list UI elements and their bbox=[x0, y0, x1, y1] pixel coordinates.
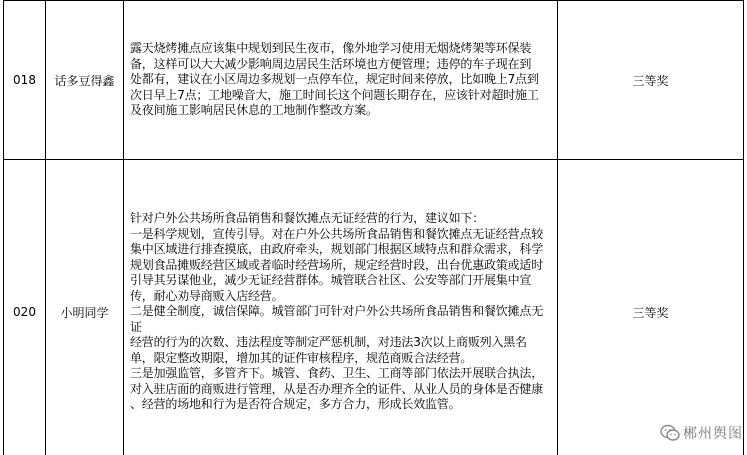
content-line: 三是加强监管，多管齐下。城管、食药、卫生、工商等部门依法开展联合执法， bbox=[130, 366, 544, 381]
author-name: 话多豆得鑫 bbox=[46, 1, 124, 160]
content-line: 引导其另谋他业，减少无证经营群体。城管联合社区、公安等部门开展集中宣 bbox=[130, 273, 532, 288]
content-line: 一是科学规划，宣传引导。对在户外公共场所食品销售和餐饮摊点无证经营点较 bbox=[130, 226, 544, 241]
content-line: 单，限定整改期限，增加其的证件审核程序，规范商贩合法经营。 bbox=[130, 350, 473, 365]
watermark bbox=[660, 423, 743, 443]
entry-id: 020 bbox=[4, 160, 46, 455]
table-row bbox=[4, 160, 744, 455]
watermark-text: 郴州舆图 bbox=[683, 426, 743, 442]
suggestion-content bbox=[124, 160, 558, 455]
content-line: 规划食品摊贩经营区域或者临时经营场所，规定经营时段，出台优惠政策或适时 bbox=[130, 257, 544, 272]
content-line: 经营的行为的次数、违法程度等制定严惩机制，对违法3次以上商贩列入黑名 bbox=[130, 335, 527, 350]
entry-id: 018 bbox=[4, 1, 46, 160]
content-line: 露天烧烤摊点应该集中规划到民生夜市，像外地学习使用无烟烧烤架等环保装 bbox=[130, 41, 532, 56]
award-level: 三等奖 bbox=[558, 160, 744, 455]
content-line: 针对户外公共场所食品销售和餐饮摊点无证经营的行为，建议如下： bbox=[130, 211, 485, 226]
content-line: 及夜间施工影响居民休息的工地制作整改方案。 bbox=[130, 103, 378, 118]
content-line: 、经营的场地和行为是否符合规定，多方合力，形成长效监管。 bbox=[130, 397, 461, 412]
content-line: 次日早上7点；工地噪音大，施工时间长这个问题长期存在，应该针对超时施工 bbox=[130, 87, 539, 102]
suggestion-content bbox=[124, 1, 558, 160]
content-line: 集中区域进行排查摸底，由政府牵头，规划部门根据区域特点和群众需求，科学 bbox=[130, 242, 544, 257]
content-line: 备，这样可以大大减少影响周边居民生活环境也方便管理；违停的车子现在到 bbox=[130, 56, 532, 71]
content-line: 二是健全制度，诚信保障。城管部门可针对户外公共场所食品销售和餐饮摊点无证 bbox=[130, 304, 544, 334]
content-line: 处都有，建议在小区周边多规划一点停车位，规定时间来停放，比如晚上7点到 bbox=[130, 72, 539, 87]
content-line: 传，耐心劝导商贩入店经营。 bbox=[130, 288, 284, 303]
author-name: 小明同学 bbox=[46, 160, 124, 455]
table-row bbox=[4, 1, 744, 160]
content-line: 对入驻店面的商贩进行管理，从是否办理齐全的证件、从业人员的身体是否健康 bbox=[130, 381, 544, 396]
wechat-logo-icon bbox=[660, 424, 680, 442]
award-table bbox=[3, 0, 744, 455]
award-level: 三等奖 bbox=[558, 1, 744, 160]
